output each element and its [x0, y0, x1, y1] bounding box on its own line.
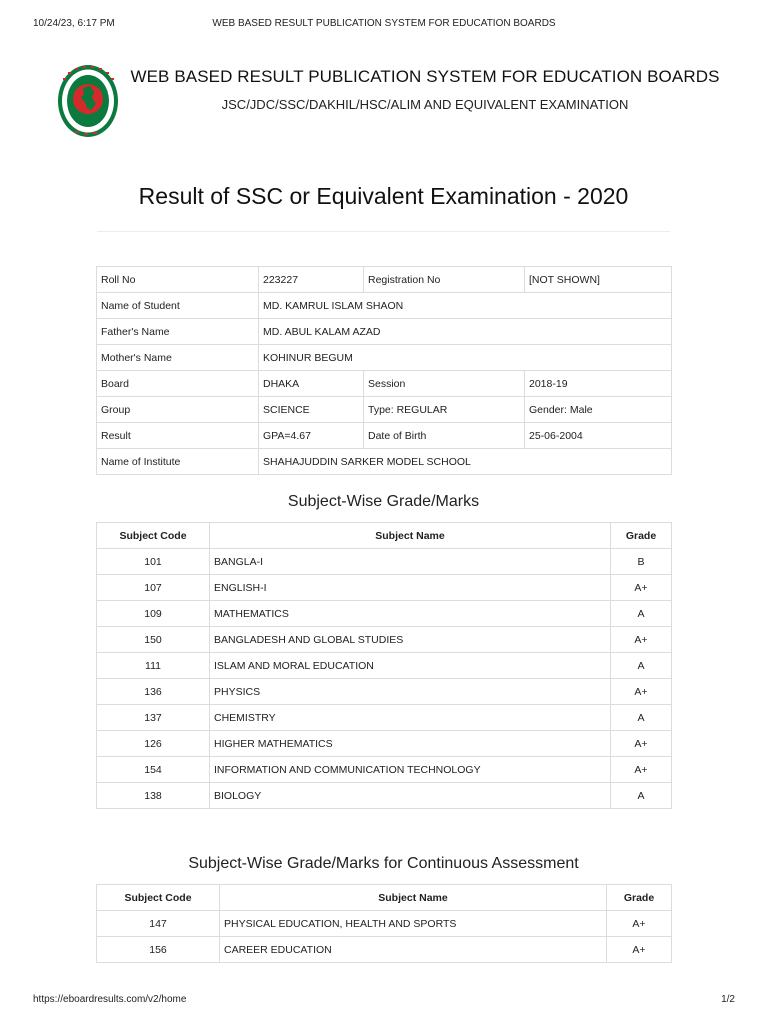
group-label: Group	[97, 397, 259, 423]
board-label: Board	[97, 371, 259, 397]
result-title: Result of SSC or Equivalent Examination - 2020	[138, 183, 629, 209]
result-value: GPA=4.67	[259, 423, 364, 449]
site-title: WEB BASED RESULT PUBLICATION SYSTEM FOR EDUCATION BOARDS	[130, 67, 720, 86]
name-value: MD. KAMRUL ISLAM SHAON	[259, 293, 672, 319]
registration-value: [NOT SHOWN]	[525, 267, 672, 293]
subject-grade: A	[611, 705, 672, 731]
institute-label: Name of Institute	[97, 449, 259, 475]
column-header-name: Subject Name	[210, 523, 611, 549]
info-row-institute	[97, 449, 672, 475]
dob-label: Date of Birth	[364, 423, 525, 449]
column-header-code: Subject Code	[97, 523, 210, 549]
subject-name: MATHEMATICS	[210, 601, 611, 627]
print-datetime: 10/24/23, 6:17 PM	[33, 18, 115, 29]
page-number: 1/2	[721, 994, 735, 1005]
subject-code: 107	[97, 575, 210, 601]
grades-header-row	[97, 523, 672, 549]
subject-grade: A	[611, 783, 672, 809]
subject-code: 136	[97, 679, 210, 705]
subject-code: 137	[97, 705, 210, 731]
site-subtitle: JSC/JDC/SSC/DAKHIL/HSC/ALIM AND EQUIVALENT EXAMINATION	[221, 97, 629, 112]
name-label: Name of Student	[97, 293, 259, 319]
roll-label: Roll No	[97, 267, 259, 293]
father-value: MD. ABUL KALAM AZAD	[259, 319, 672, 345]
info-row-group	[97, 397, 672, 423]
table-row	[97, 911, 672, 937]
table-row	[97, 705, 672, 731]
print-page-title: WEB BASED RESULT PUBLICATION SYSTEM FOR EDUCATION BOARDS	[212, 18, 556, 29]
subject-code: 101	[97, 549, 210, 575]
subject-code: 109	[97, 601, 210, 627]
table-row	[97, 601, 672, 627]
government-seal-logo	[57, 64, 119, 138]
subject-name: BANGLADESH AND GLOBAL STUDIES	[210, 627, 611, 653]
column-header-grade: Grade	[611, 523, 672, 549]
info-row-board	[97, 371, 672, 397]
subject-grade: A+	[611, 575, 672, 601]
info-row-father	[97, 319, 672, 345]
print-url: https://eboardresults.com/v2/home	[33, 994, 187, 1005]
student-info-table	[96, 266, 672, 475]
subject-grade: A	[611, 653, 672, 679]
table-row	[97, 549, 672, 575]
subject-code: 150	[97, 627, 210, 653]
subject-grade: A+	[611, 627, 672, 653]
table-row	[97, 653, 672, 679]
mother-value: KOHINUR BEGUM	[259, 345, 672, 371]
subject-name: INFORMATION AND COMMUNICATION TECHNOLOGY	[210, 757, 611, 783]
dob-value: 25-06-2004	[525, 423, 672, 449]
father-label: Father's Name	[97, 319, 259, 345]
subject-code: 126	[97, 731, 210, 757]
result-label: Result	[97, 423, 259, 449]
session-value: 2018-19	[525, 371, 672, 397]
column-header-name: Subject Name	[220, 885, 607, 911]
column-header-code: Subject Code	[97, 885, 220, 911]
table-row	[97, 575, 672, 601]
grades-table	[96, 522, 672, 809]
ca-table	[96, 884, 672, 963]
subject-name: PHYSICS	[210, 679, 611, 705]
info-row-name	[97, 293, 672, 319]
table-row	[97, 679, 672, 705]
info-row-mother	[97, 345, 672, 371]
table-row	[97, 731, 672, 757]
info-row-roll	[97, 267, 672, 293]
session-label: Session	[364, 371, 525, 397]
subject-name: HIGHER MATHEMATICS	[210, 731, 611, 757]
subject-grade: A	[611, 601, 672, 627]
subject-code: 156	[97, 937, 220, 963]
subject-grade: A+	[607, 937, 672, 963]
table-row	[97, 627, 672, 653]
subject-grade: B	[611, 549, 672, 575]
subject-code: 154	[97, 757, 210, 783]
subject-name: BANGLA-I	[210, 549, 611, 575]
subject-code: 147	[97, 911, 220, 937]
table-row	[97, 783, 672, 809]
board-value: DHAKA	[259, 371, 364, 397]
ca-header-row	[97, 885, 672, 911]
subject-grade: A+	[611, 679, 672, 705]
institute-value: SHAHAJUDDIN SARKER MODEL SCHOOL	[259, 449, 672, 475]
subject-name: CHEMISTRY	[210, 705, 611, 731]
subject-name: PHYSICAL EDUCATION, HEALTH AND SPORTS	[220, 911, 607, 937]
subject-code: 138	[97, 783, 210, 809]
subject-name: ENGLISH-I	[210, 575, 611, 601]
type-value: Type: REGULAR	[364, 397, 525, 423]
grades-section-title: Subject-Wise Grade/Marks	[287, 493, 480, 510]
table-row	[97, 937, 672, 963]
subject-code: 111	[97, 653, 210, 679]
mother-label: Mother's Name	[97, 345, 259, 371]
table-row	[97, 757, 672, 783]
roll-value: 223227	[259, 267, 364, 293]
subject-name: CAREER EDUCATION	[220, 937, 607, 963]
subject-grade: A+	[607, 911, 672, 937]
column-header-grade: Grade	[607, 885, 672, 911]
divider	[97, 231, 670, 232]
gender-value: Gender: Male	[525, 397, 672, 423]
group-value: SCIENCE	[259, 397, 364, 423]
registration-label: Registration No	[364, 267, 525, 293]
subject-name: BIOLOGY	[210, 783, 611, 809]
subject-name: ISLAM AND MORAL EDUCATION	[210, 653, 611, 679]
ca-section-title: Subject-Wise Grade/Marks for Continuous Assessment	[188, 855, 579, 872]
subject-grade: A+	[611, 731, 672, 757]
info-row-result	[97, 423, 672, 449]
subject-grade: A+	[611, 757, 672, 783]
